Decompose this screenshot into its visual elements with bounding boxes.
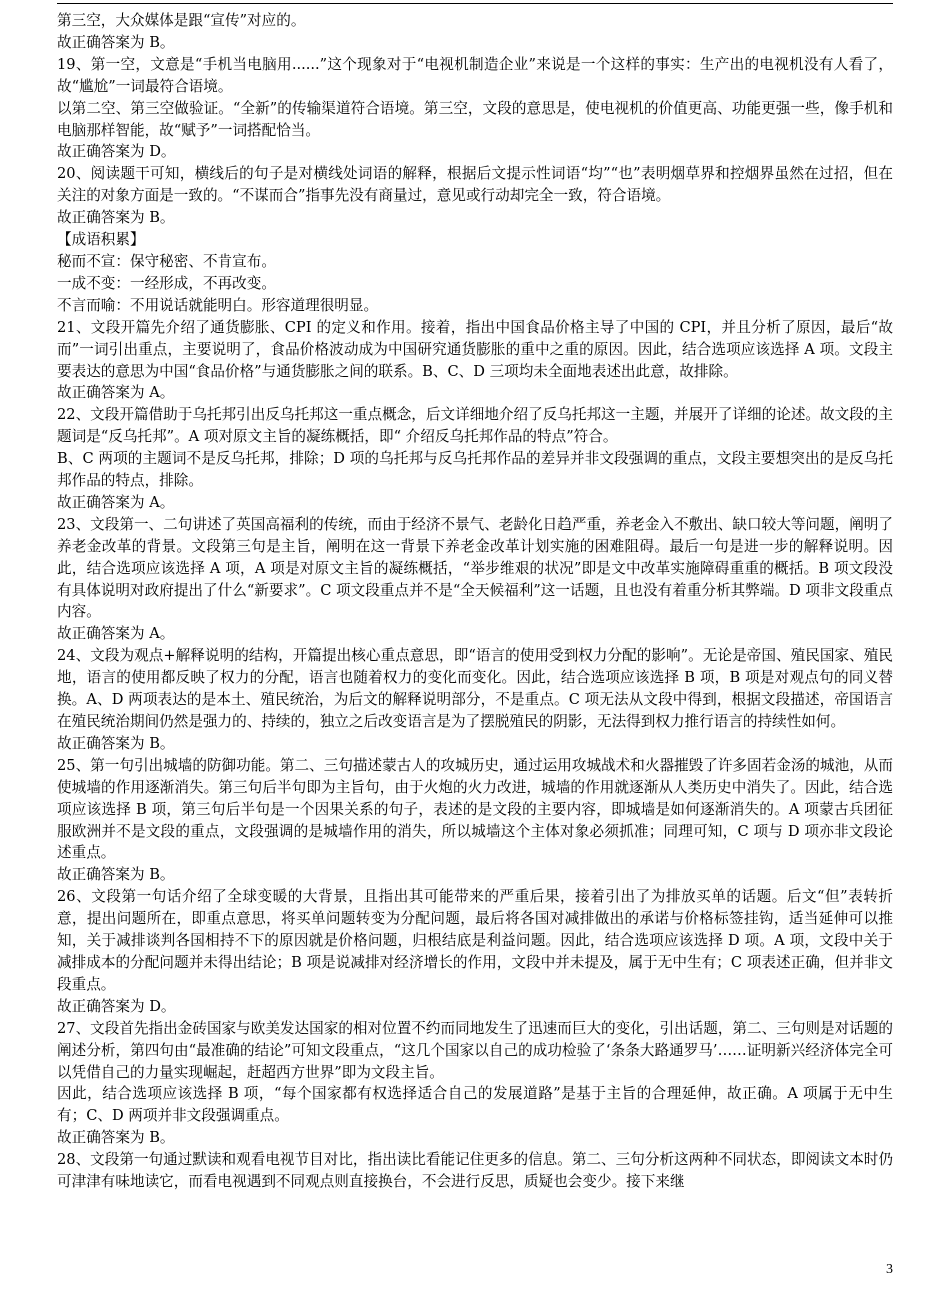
paragraph: 27、文段首先指出金砖国家与欧美发达国家的相对位置不约而同地发生了迅速而巨大的变化，引出话题，第二、三句则是对话题的阐述分析，第四句由“最准确的结论”可知文段重点，“这几个国家以自己的成功检验了‘条条大路通罗马’……证明新兴经济体完全可以凭借自己的力量实现崛起，赶超西方世界”即为文段主旨。 bbox=[57, 1019, 893, 1081]
paragraph: 故正确答案为 B。 bbox=[57, 209, 175, 227]
paragraph: 因此，结合选项应该选择 B 项，“每个国家都有权选择适合自己的发展道路”是基于主旨的合理延伸，故正确。A 项属于无中生有；C、D 两项并非文段强调重点。 bbox=[57, 1085, 893, 1125]
page-number: 3 bbox=[886, 1262, 893, 1277]
paragraph: 不言而喻：不用说话就能明白。形容道理很明显。 bbox=[57, 296, 379, 314]
paragraph: 24、文段为观点+解释说明的结构，开篇提出核心重点意思，即“语言的使用受到权力分配的影响”。无论是帝国、殖民国家、殖民地，语言的使用都反映了权力的分配，语言也随着权力的变化而变化。因此，结合选项应该选择 B 项，B 项是对观点句的同义替换。A、D 两项表达的是本土、殖民统治，为后文的解释说明部分，不是重点。C 项无法从文段中得到，根据文段描述，帝国语言在殖民统治期间仍然是强力的、持续的，独立之后改变语言是为了摆脱殖民的阴影，无法得到权力推行语言的持续性如何。 bbox=[57, 647, 893, 730]
paragraph: 故正确答案为 D。 bbox=[57, 143, 176, 161]
paragraph: 21、文段开篇先介绍了通货膨胀、CPI 的定义和作用。接着，指出中国食品价格主导了中国的 CPI，并且分析了原因，最后“故而”一词引出重点，主要说明了，食品价格波动成为中国研究通货膨胀的重中之重的原因。因此，结合选项应该选择 A 项。文段主要表达的意思为中国“食品价格”与通货膨胀之间的联系。B、C、D 三项均未全面地表述出此意，故排除。 bbox=[57, 318, 893, 380]
paragraph: 故正确答案为 A。 bbox=[57, 384, 175, 402]
paragraph: 23、文段第一、二句讲述了英国高福利的传统，而由于经济不景气、老龄化日趋严重，养老金入不敷出、缺口较大等问题，阐明了养老金改革的背景。文段第三句是主旨，阐明在这一背景下养老金改革计划实施的困难阻碍。最后一句是进一步的解释说明。因此，结合选项应该选择 A 项，A 项是对原文主旨的凝练概括，“举步维艰的状况”即是文中改革实施障碍重重的概括。B 项文段没有具体说明对政府提出了什么“新要求”。C 项文段重点并不是“全天候福利”这一话题，且也没有着重分析其弊端。D 项非文段重点内容。 bbox=[57, 515, 893, 621]
paragraph: 26、文段第一句话介绍了全球变暖的大背景，且指出其可能带来的严重后果，接着引出了为排放买单的话题。后文“但”表转折意，提出问题所在，即重点意思，将买单问题转变为分配问题，最后将各国对减排做出的承诺与价格标签挂钩，适当延伸可以推知，关于减排谈判各国相持不下的原因就是价格问题，归根结底是利益问题。因此，结合选项应该选择 D 项。A 项，文段中关于减排成本的分配问题并未得出结论；B 项是说减排对经济增长的作用，文段中并未提及，属于无中生有；C 项表述正确，但并非文段重点。 bbox=[57, 888, 893, 993]
header-rule bbox=[57, 3, 893, 4]
paragraph: 故正确答案为 B。 bbox=[57, 1129, 175, 1147]
paragraph: 20、阅读题干可知，横线后的句子是对横线处词语的解释，根据后文提示性词语“均”“也”表明烟草界和控烟界虽然在过招，但在关注的对象方面是一致的。“不谋而合”指事先没有商量过，意见或行动却完全一致，符合语境。 bbox=[57, 165, 893, 205]
paragraph: 故正确答案为 A。 bbox=[57, 625, 175, 643]
paragraph: 故正确答案为 A。 bbox=[57, 493, 175, 511]
paragraph: 故正确答案为 B。 bbox=[57, 734, 175, 752]
paragraph: 故正确答案为 B。 bbox=[57, 33, 175, 51]
paragraph: 28、文段第一句通过默读和观看电视节目对比，指出读比看能记住更多的信息。第二、三句分析这两种不同状态，即阅读文本时仍可津津有味地读它，而看电视遇到不同观点则直接换台，不会进行反思，质疑也会变少。接下来继 bbox=[57, 1151, 893, 1191]
paragraph: 25、第一句引出城墙的防御功能。第二、三句描述蒙古人的攻城历史，通过运用攻城战术和火器摧毁了许多固若金汤的城池，从而使城墙的作用逐渐消失。第三句后半句即为主旨句，由于火炮的火力改进，城墙的作用就逐渐从人类历史中消失了。因此，结合选项应该选择 B 项，第三句后半句是一个因果关系的句子，表述的是文段的主要内容，即城墙是如何逐渐消失的。A 项蒙古兵团征服欧洲并不是文段的重点，文段强调的是城墙作用的消失，所以城墙这个主体对象必须抓准；同理可知，C 项与 D 项亦非文段论述重点。 bbox=[57, 756, 893, 862]
document-body bbox=[57, 10, 893, 1193]
paragraph: 19、第一空，文意是“手机当电脑用......”这个现象对于“电视机制造企业”来说是一个这样的事实：生产出的电视机没有人看了，故“尴尬”一词最符合语境。 bbox=[57, 55, 893, 95]
paragraph: B、C 两项的主题词不是反乌托邦，排除；D 项的乌托邦与反乌托邦作品的差异并非文段强调的重点，文段主要想突出的是反乌托邦作品的特点，排除。 bbox=[57, 450, 893, 490]
paragraph: 故正确答案为 D。 bbox=[57, 997, 176, 1015]
paragraph: 以第二空、第三空做验证。“全新”的传输渠道符合语境。第三空，文段的意思是，使电视机的价值更高、功能更强一些，像手机和电脑那样智能，故“赋予”一词搭配恰当。 bbox=[57, 99, 893, 139]
paragraph: 故正确答案为 B。 bbox=[57, 866, 175, 884]
paragraph: 秘而不宣：保守秘密、不肯宣布。 bbox=[57, 252, 276, 270]
paragraph: 第三空，大众媒体是跟“宣传”对应的。 bbox=[57, 12, 306, 29]
paragraph: 22、文段开篇借助于乌托邦引出反乌托邦这一重点概念，后文详细地介绍了反乌托邦这一主题，并展开了详细的论述。故文段的主题词是“反乌托邦”。A 项对原文主旨的凝练概括，即“ 介绍反乌托邦作品的特点”符合。 bbox=[57, 406, 893, 446]
paragraph: 一成不变：一经形成，不再改变。 bbox=[57, 274, 276, 292]
paragraph: 【成语积累】 bbox=[57, 231, 145, 249]
